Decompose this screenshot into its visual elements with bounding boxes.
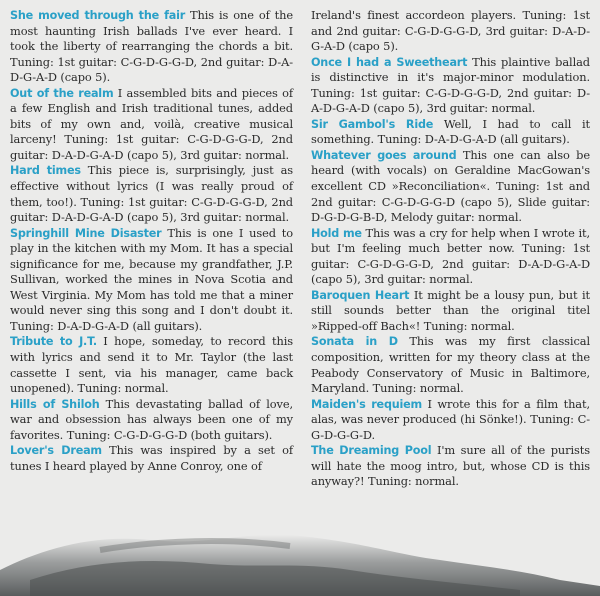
track-description: This is one of the most haunting Irish ballads I've ever heard. I took the liberty of rearranging the chords a bit. Tuning: 1st guitar: C-G-D-G-G-D, 2nd guitar: D-A-D-G-A-D (capo 5).: [10, 8, 294, 85]
track-note: [10, 443, 293, 474]
track-note: [311, 117, 590, 148]
track-title-whatever-goes-around: Whatever goes around: [311, 148, 457, 162]
track-note: [10, 397, 293, 444]
track-title-springhill-mine-disaster: Springhill Mine Disaster: [10, 226, 162, 240]
track-description: It might be a lousy pun, but it still sounds better than the original titel »Ripped-off Bach«! Tuning: normal.: [311, 287, 590, 333]
track-note: [311, 443, 590, 490]
track-description: I hope, someday, to record this with lyrics and send it to Mr. Taylor (the last cassette I sent, via his manager, came back unopened). Tuning: normal.: [10, 334, 293, 396]
track-title-she-moved-through-the-fair: She moved through the fair: [10, 9, 186, 22]
track-note: [311, 55, 590, 117]
track-note: [10, 8, 293, 86]
track-description: This piece is, surprisingly, just as effective without lyrics (I was really proud of them, too!). Tuning: 1st guitar: C-G-D-G-G-D, 2nd guitar: D-A-D-G-A-D (capo 5), 3rd guitar: normal.: [10, 163, 294, 225]
track-title-out-of-the-realm: Out of the realm: [10, 86, 114, 100]
track-note: [10, 163, 293, 225]
track-title-lover-s-dream: Lover's Dream: [10, 444, 102, 458]
track-description: This was inspired by a set of tunes I heard played by Anne Conroy, one of: [10, 443, 293, 473]
track-title-hold-me: Hold me: [311, 226, 362, 240]
track-description: This was my first classical composition, written for my theory class at the Peabody Conservatory of Music in Baltimore, Maryland. Tuning: normal.: [311, 334, 590, 396]
background-photo-smudge: [0, 500, 600, 596]
track-description: Ireland's finest accordeon players. Tuning: 1st and 2nd guitar: C-G-D-G-G-D, 3rd guitar: D-A-D-G-A-D (capo 5).: [311, 8, 590, 54]
track-note: [10, 226, 293, 335]
track-note: [311, 334, 590, 396]
track-title-tribute-to-j-t: Tribute to J.T.: [10, 335, 97, 349]
track-description: This was a cry for help when I wrote it, but I'm feeling much better now. Tuning: 1st guitar: C-G-D-G-G-D, 2nd guitar: D-A-D-G-A-D (capo 5), 3rd guitar: normal.: [311, 225, 590, 287]
track-description: This one can also be heard (with vocals) on Geraldine MacGowan's excellent CD »Reconciliation«. Tuning: 1st and 2nd guitar: C-G-D-G-G-D (capo 5), Slide guitar: D-G-D-G-B-D, Melody guitar: normal.: [311, 147, 590, 225]
track-title-hills-of-shiloh: Hills of Shiloh: [10, 397, 100, 411]
track-title-once-i-had-a-sweetheart: Once I had a Sweetheart: [311, 55, 468, 69]
track-title-maiden-s-requiem: Maiden's requiem: [311, 397, 422, 411]
track-description: This devastating ballad of love, war and obsession has always been one of my favorites. Tuning: C-G-D-G-G-D (both guitars).: [10, 396, 294, 442]
track-note: [311, 8, 590, 55]
track-title-the-dreaming-pool: The Dreaming Pool: [311, 444, 432, 458]
track-note: [311, 226, 590, 288]
track-description: I wrote this for a film that, alas, was never produced (hi Sönke!). Tuning: C-G-D-G-G-D.: [311, 396, 590, 442]
track-title-sonata-in-d: Sonata in D: [311, 335, 398, 349]
track-description: I assembled bits and pieces of a few English and Irish traditional tunes, added bits of my own and, voilà, creative musical larceny! Tuning: 1st guitar: C-G-D-G-G-D, 2nd guitar: D-A-D-G-A-D (capo 5), 3rd guitar: normal.: [10, 85, 293, 162]
track-description: This is one I used to play in the kitchen with my Mom. It has a special significance for me, because my grandfather, J.P. Sullivan, worked the mines in Nova Scotia and West Virginia. My Mom has told me that a miner would never sing this song and I don't doubt it. Tuning: D-A-D-G-A-D (all guitars).: [10, 225, 293, 333]
track-note: [10, 86, 293, 164]
track-title-hard-times: Hard times: [10, 164, 81, 178]
track-title-baroquen-heart: Baroquen Heart: [311, 288, 410, 302]
track-title-sir-gambol-s-ride: Sir Gambol's Ride: [311, 117, 434, 131]
track-description: This plaintive ballad is distinctive in it's major-minor modulation. Tuning: 1st guitar: C-G-D-G-G-D, 2nd guitar: D-A-D-G-A-D (capo 5), 3rd guitar: normal.: [311, 54, 591, 116]
track-description: I'm sure all of the purists will hate the moog intro, but, whose CD is this anyway?! Tuning: normal.: [311, 443, 591, 489]
track-note: [311, 288, 590, 335]
track-note: [311, 148, 590, 226]
track-note: [10, 334, 293, 396]
track-note: [311, 397, 590, 444]
liner-notes-left-column: [10, 8, 293, 474]
liner-notes-right-column: [311, 8, 590, 490]
track-description: Well, I had to call it something. Tuning: D-A-D-G-A-D (all guitars).: [311, 116, 590, 147]
